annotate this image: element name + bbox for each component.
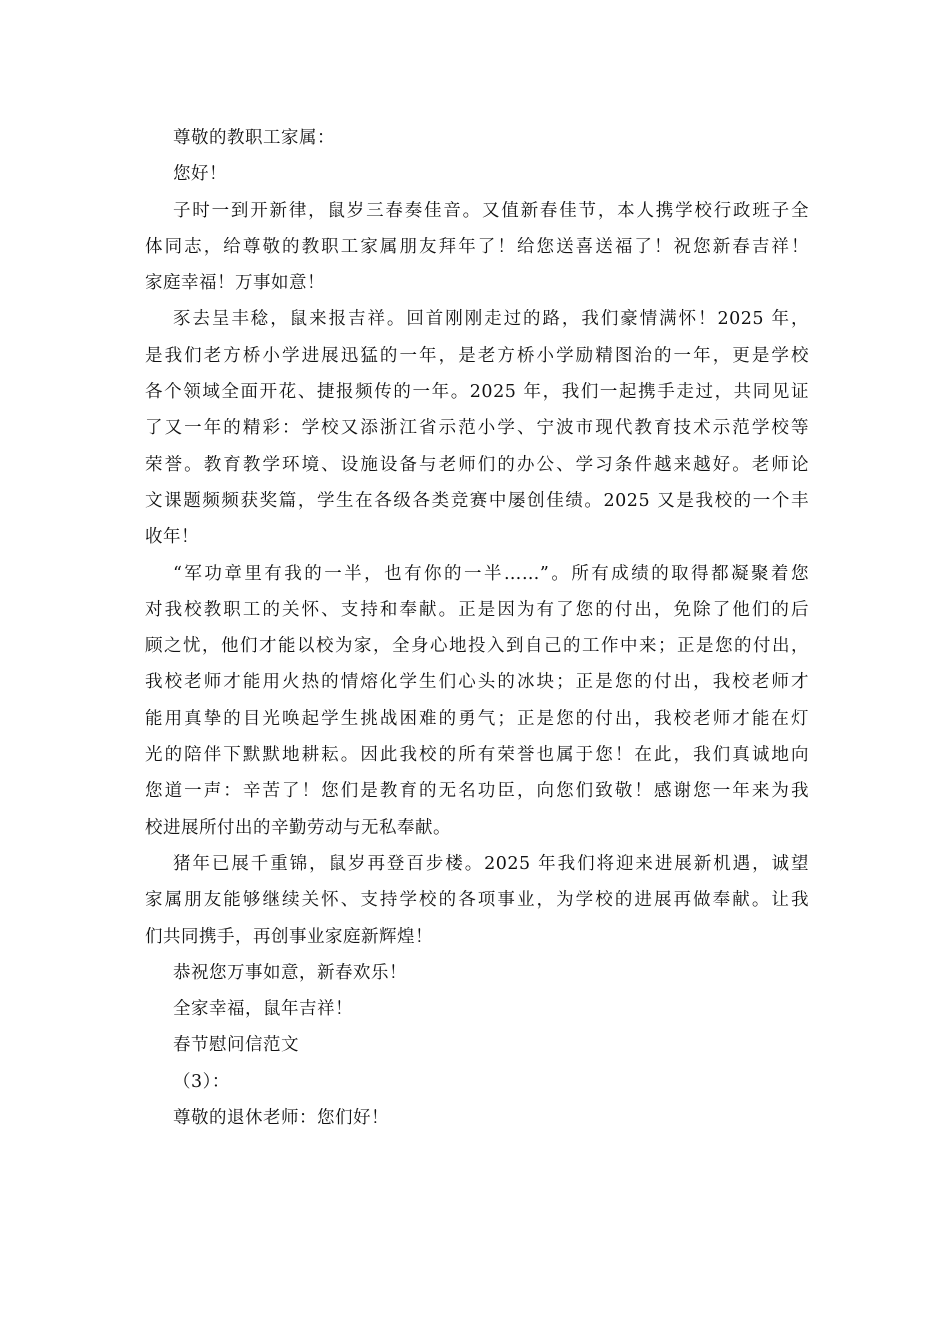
greeting: 尊敬的教职工家属： bbox=[173, 128, 335, 148]
closing-blessing: 全家幸福，鼠年吉祥！ bbox=[173, 999, 353, 1020]
section-title: 春节慰问信范文 bbox=[173, 1035, 299, 1056]
paragraph-line: 您道一声：辛苦了！您们是教育的无名功臣，向您们致敬！感谢您一年来为我 bbox=[145, 781, 809, 802]
paragraph-4 bbox=[145, 846, 809, 955]
paragraph-line: 文课题频频获奖篇，学生在各级各类竞赛中屡创佳绩。2025 又是我校的一个丰 bbox=[145, 490, 809, 511]
paragraph-line: 校进展所付出的辛勤劳动与无私奉献。 bbox=[145, 817, 451, 838]
paragraph-line: 家庭幸福！万事如意！ bbox=[145, 273, 325, 294]
closing-wish: 恭祝您万事如意，新春欢乐！ bbox=[173, 962, 407, 983]
paragraph-line: 各个领域全面开花、捷报频传的一年。2025 年，我们一起携手走过，共同见证 bbox=[145, 382, 809, 403]
paragraph-line: 们共同携手，再创事业家庭新辉煌！ bbox=[145, 926, 433, 947]
paragraph-line: 了又一年的精彩：学校又添浙江省示范小学、宁波市现代教育技术示范学校等 bbox=[145, 418, 809, 439]
paragraph-2 bbox=[145, 301, 809, 555]
paragraph-line: 猪年已展千重锦，鼠岁再登百步楼。2025 年我们将迎来进展新机遇，诚望 bbox=[173, 853, 809, 874]
paragraph-3 bbox=[145, 556, 809, 846]
paragraph-line: 荣誉。教育教学环境、设施设备与老师们的办公、学习条件越来越好。老师论 bbox=[145, 454, 809, 475]
paragraph-line: 豕去呈丰稔，鼠来报吉祥。回首刚刚走过的路，我们豪情满怀！2025 年， bbox=[173, 309, 809, 330]
hello-line: 您好！ bbox=[173, 164, 227, 185]
paragraph-line: 是我们老方桥小学进展迅猛的一年，是老方桥小学励精图治的一年，更是学校 bbox=[145, 345, 809, 366]
paragraph-line: 能用真挚的目光唤起学生挑战困难的勇气；正是您的付出，我校老师才能在灯 bbox=[145, 708, 809, 729]
paragraph-line: 光的陪伴下默默地耕耘。因此我校的所有荣誉也属于您！在此，我们真诚地向 bbox=[145, 745, 809, 766]
paragraph-line: 对我校教职工的关怀、支持和奉献。正是因为有了您的付出，免除了他们的后 bbox=[145, 599, 809, 620]
paragraph-line: 顾之忧，他们才能以校为家，全身心地投入到自己的工作中来；正是您的付出， bbox=[145, 636, 809, 657]
paragraph-line: “军功章里有我的一半，也有你的一半……”。所有成绩的取得都凝聚着您 bbox=[173, 563, 809, 584]
paragraph-line: 收年！ bbox=[145, 527, 199, 548]
paragraph-line: 家属朋友能够继续关怀、支持学校的各项事业，为学校的进展再做奉献。让我 bbox=[145, 890, 809, 911]
letter-body bbox=[145, 120, 809, 1136]
section-number: （3）： bbox=[173, 1071, 230, 1092]
next-letter-greeting: 尊敬的退休老师：您们好！ bbox=[173, 1108, 389, 1129]
paragraph-line: 体同志，给尊敬的教职工家属朋友拜年了！给您送喜送福了！祝您新春吉祥！ bbox=[145, 236, 809, 257]
paragraph-line: 子时一到开新律，鼠岁三春奏佳音。又值新春佳节，本人携学校行政班子全 bbox=[173, 200, 809, 221]
paragraph-1 bbox=[145, 193, 809, 302]
paragraph-line: 我校老师才能用火热的情熔化学生们心头的冰块；正是您的付出，我校老师才 bbox=[145, 672, 809, 693]
